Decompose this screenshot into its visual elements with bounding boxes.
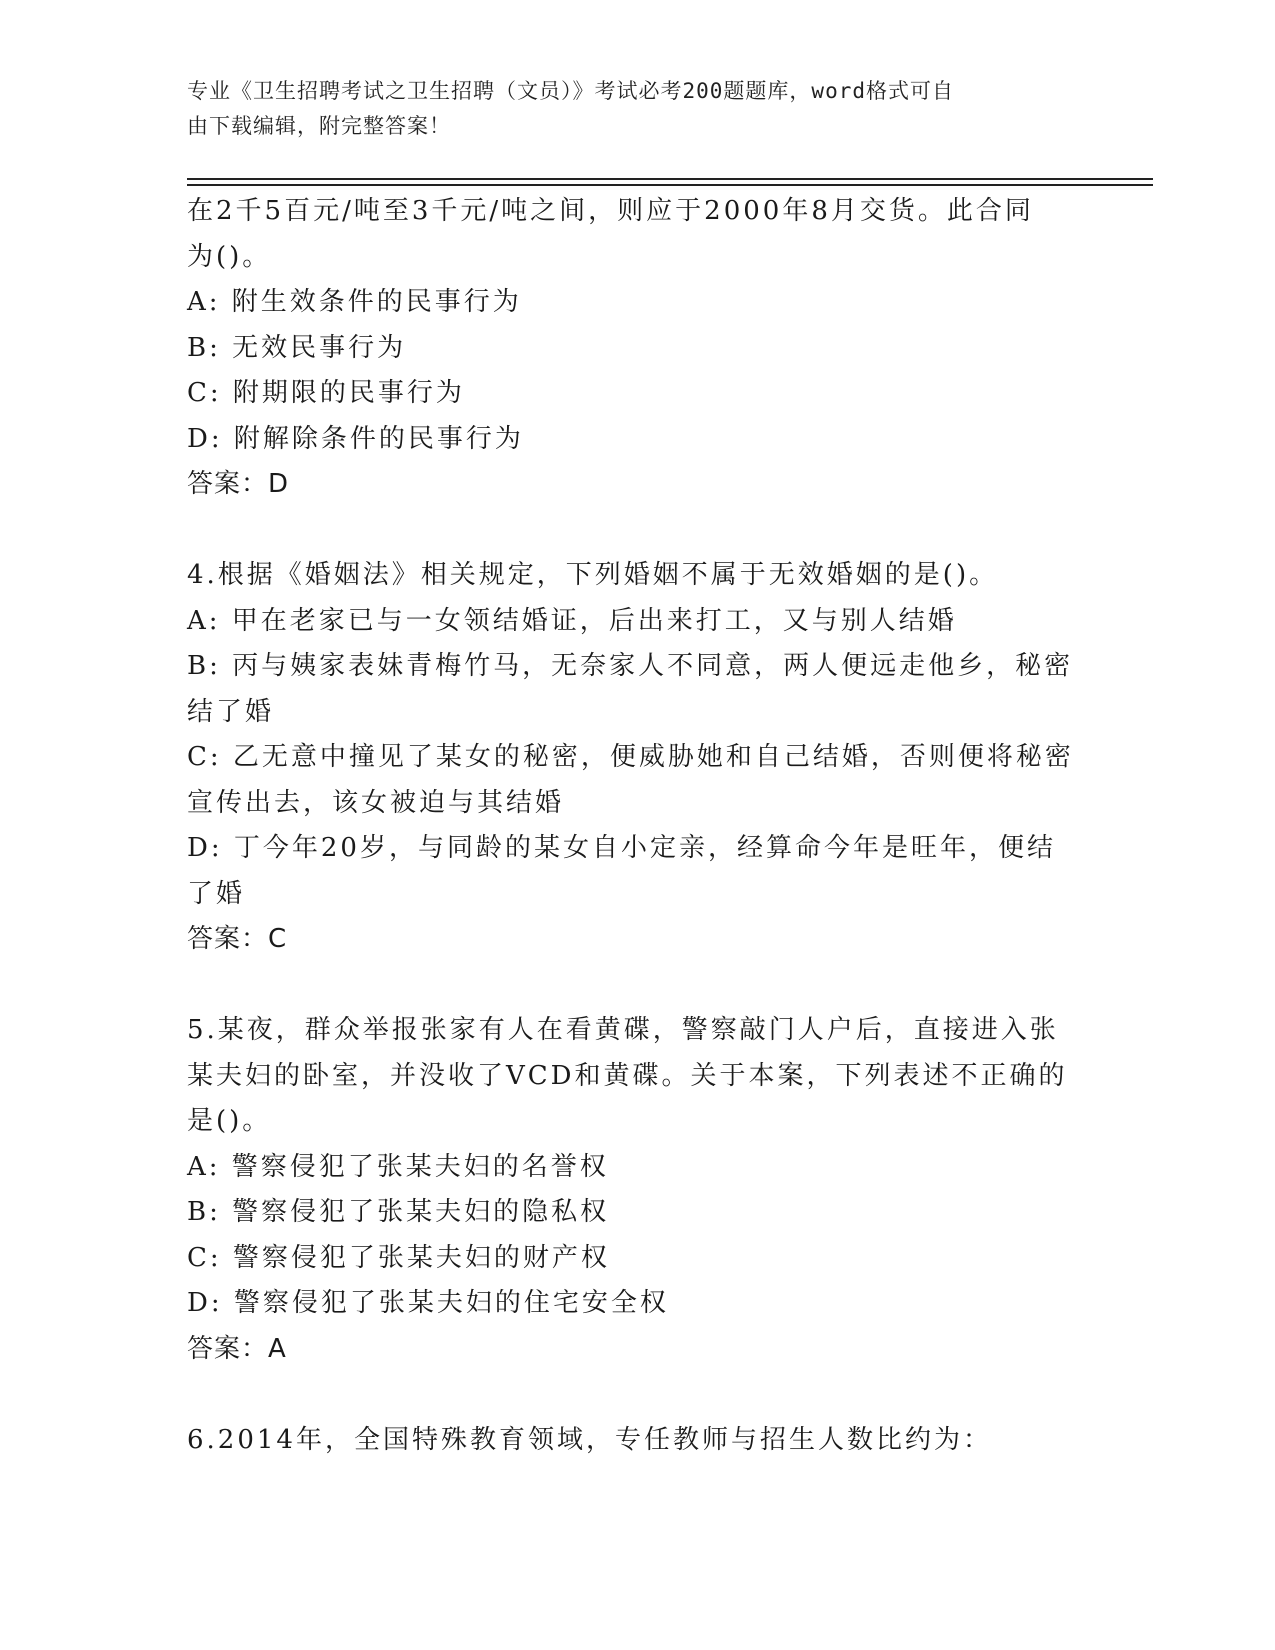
answer-line: 答案：A <box>187 1333 287 1364</box>
header-rule-top <box>187 178 1153 180</box>
option-d: D: 警察侵犯了张某夫妇的住宅安全权 <box>187 1288 669 1318</box>
option-c: C: 附期限的民事行为 <box>187 378 465 408</box>
option-c-line-1: C: 乙无意中撞见了某女的秘密，便威胁她和自己结婚，否则便将秘密 <box>187 742 1074 772</box>
question-stem: 6.2014年，全国特殊教育领域，专任教师与招生人数比约为： <box>187 1424 992 1455</box>
question-stem: 4.根据《婚姻法》相关规定，下列婚姻不属于无效婚姻的是()。 <box>187 560 999 590</box>
question-3 <box>187 189 1087 508</box>
header-line-2: 由下载编辑，附完整答案！ <box>187 114 451 138</box>
option-d-line-2: 了婚 <box>187 878 246 909</box>
option-a: A: 附生效条件的民事行为 <box>187 287 522 317</box>
answer-line: 答案：C <box>187 924 288 954</box>
option-a: A: 警察侵犯了张某夫妇的名誉权 <box>187 1151 609 1182</box>
question-stem-line: 5.某夜，群众举报张家有人在看黄碟，警察敲门人户后，直接进入张 <box>187 1015 1059 1045</box>
option-d-line-1: D: 丁今年20岁，与同龄的某女自小定亲，经算命今年是旺年，便结 <box>187 833 1056 863</box>
spacer <box>187 508 1087 554</box>
header-rule-bottom <box>187 184 1153 186</box>
header-line-1: 专业《卫生招聘考试之卫生招聘（文员）》考试必考200题题库，word格式可自 <box>187 79 954 103</box>
document-body <box>187 189 1087 1463</box>
question-4 <box>187 553 1087 963</box>
question-stem-line: 为()。 <box>187 241 272 272</box>
option-b: B: 警察侵犯了张某夫妇的隐私权 <box>187 1197 610 1227</box>
question-stem-line: 某夫妇的卧室，并没收了VCD和黄碟。关于本案，下列表述不正确的 <box>187 1060 1068 1091</box>
option-b-line-1: B: 丙与姨家表妹青梅竹马，无奈家人不同意，两人便远走他乡，秘密 <box>187 651 1074 681</box>
document-header <box>187 74 1067 144</box>
option-d: D: 附解除条件的民事行为 <box>187 423 524 454</box>
option-b-line-2: 结了婚 <box>187 696 275 727</box>
question-6 <box>187 1418 1087 1464</box>
option-a: A: 甲在老家已与一女领结婚证，后出来打工，又与别人结婚 <box>187 605 957 636</box>
question-stem-line: 是()。 <box>187 1106 272 1136</box>
spacer <box>187 963 1087 1009</box>
answer-line: 答案：D <box>187 469 290 499</box>
option-c-line-2: 宣传出去，该女被迫与其结婚 <box>187 787 565 818</box>
spacer <box>187 1372 1087 1418</box>
option-c: C: 警察侵犯了张某夫妇的财产权 <box>187 1242 610 1273</box>
question-stem-line: 在2千5百元/吨至3千元/吨之间，则应于2000年8月交货。此合同 <box>187 196 1034 226</box>
question-5 <box>187 1008 1087 1372</box>
option-b: B: 无效民事行为 <box>187 332 407 363</box>
